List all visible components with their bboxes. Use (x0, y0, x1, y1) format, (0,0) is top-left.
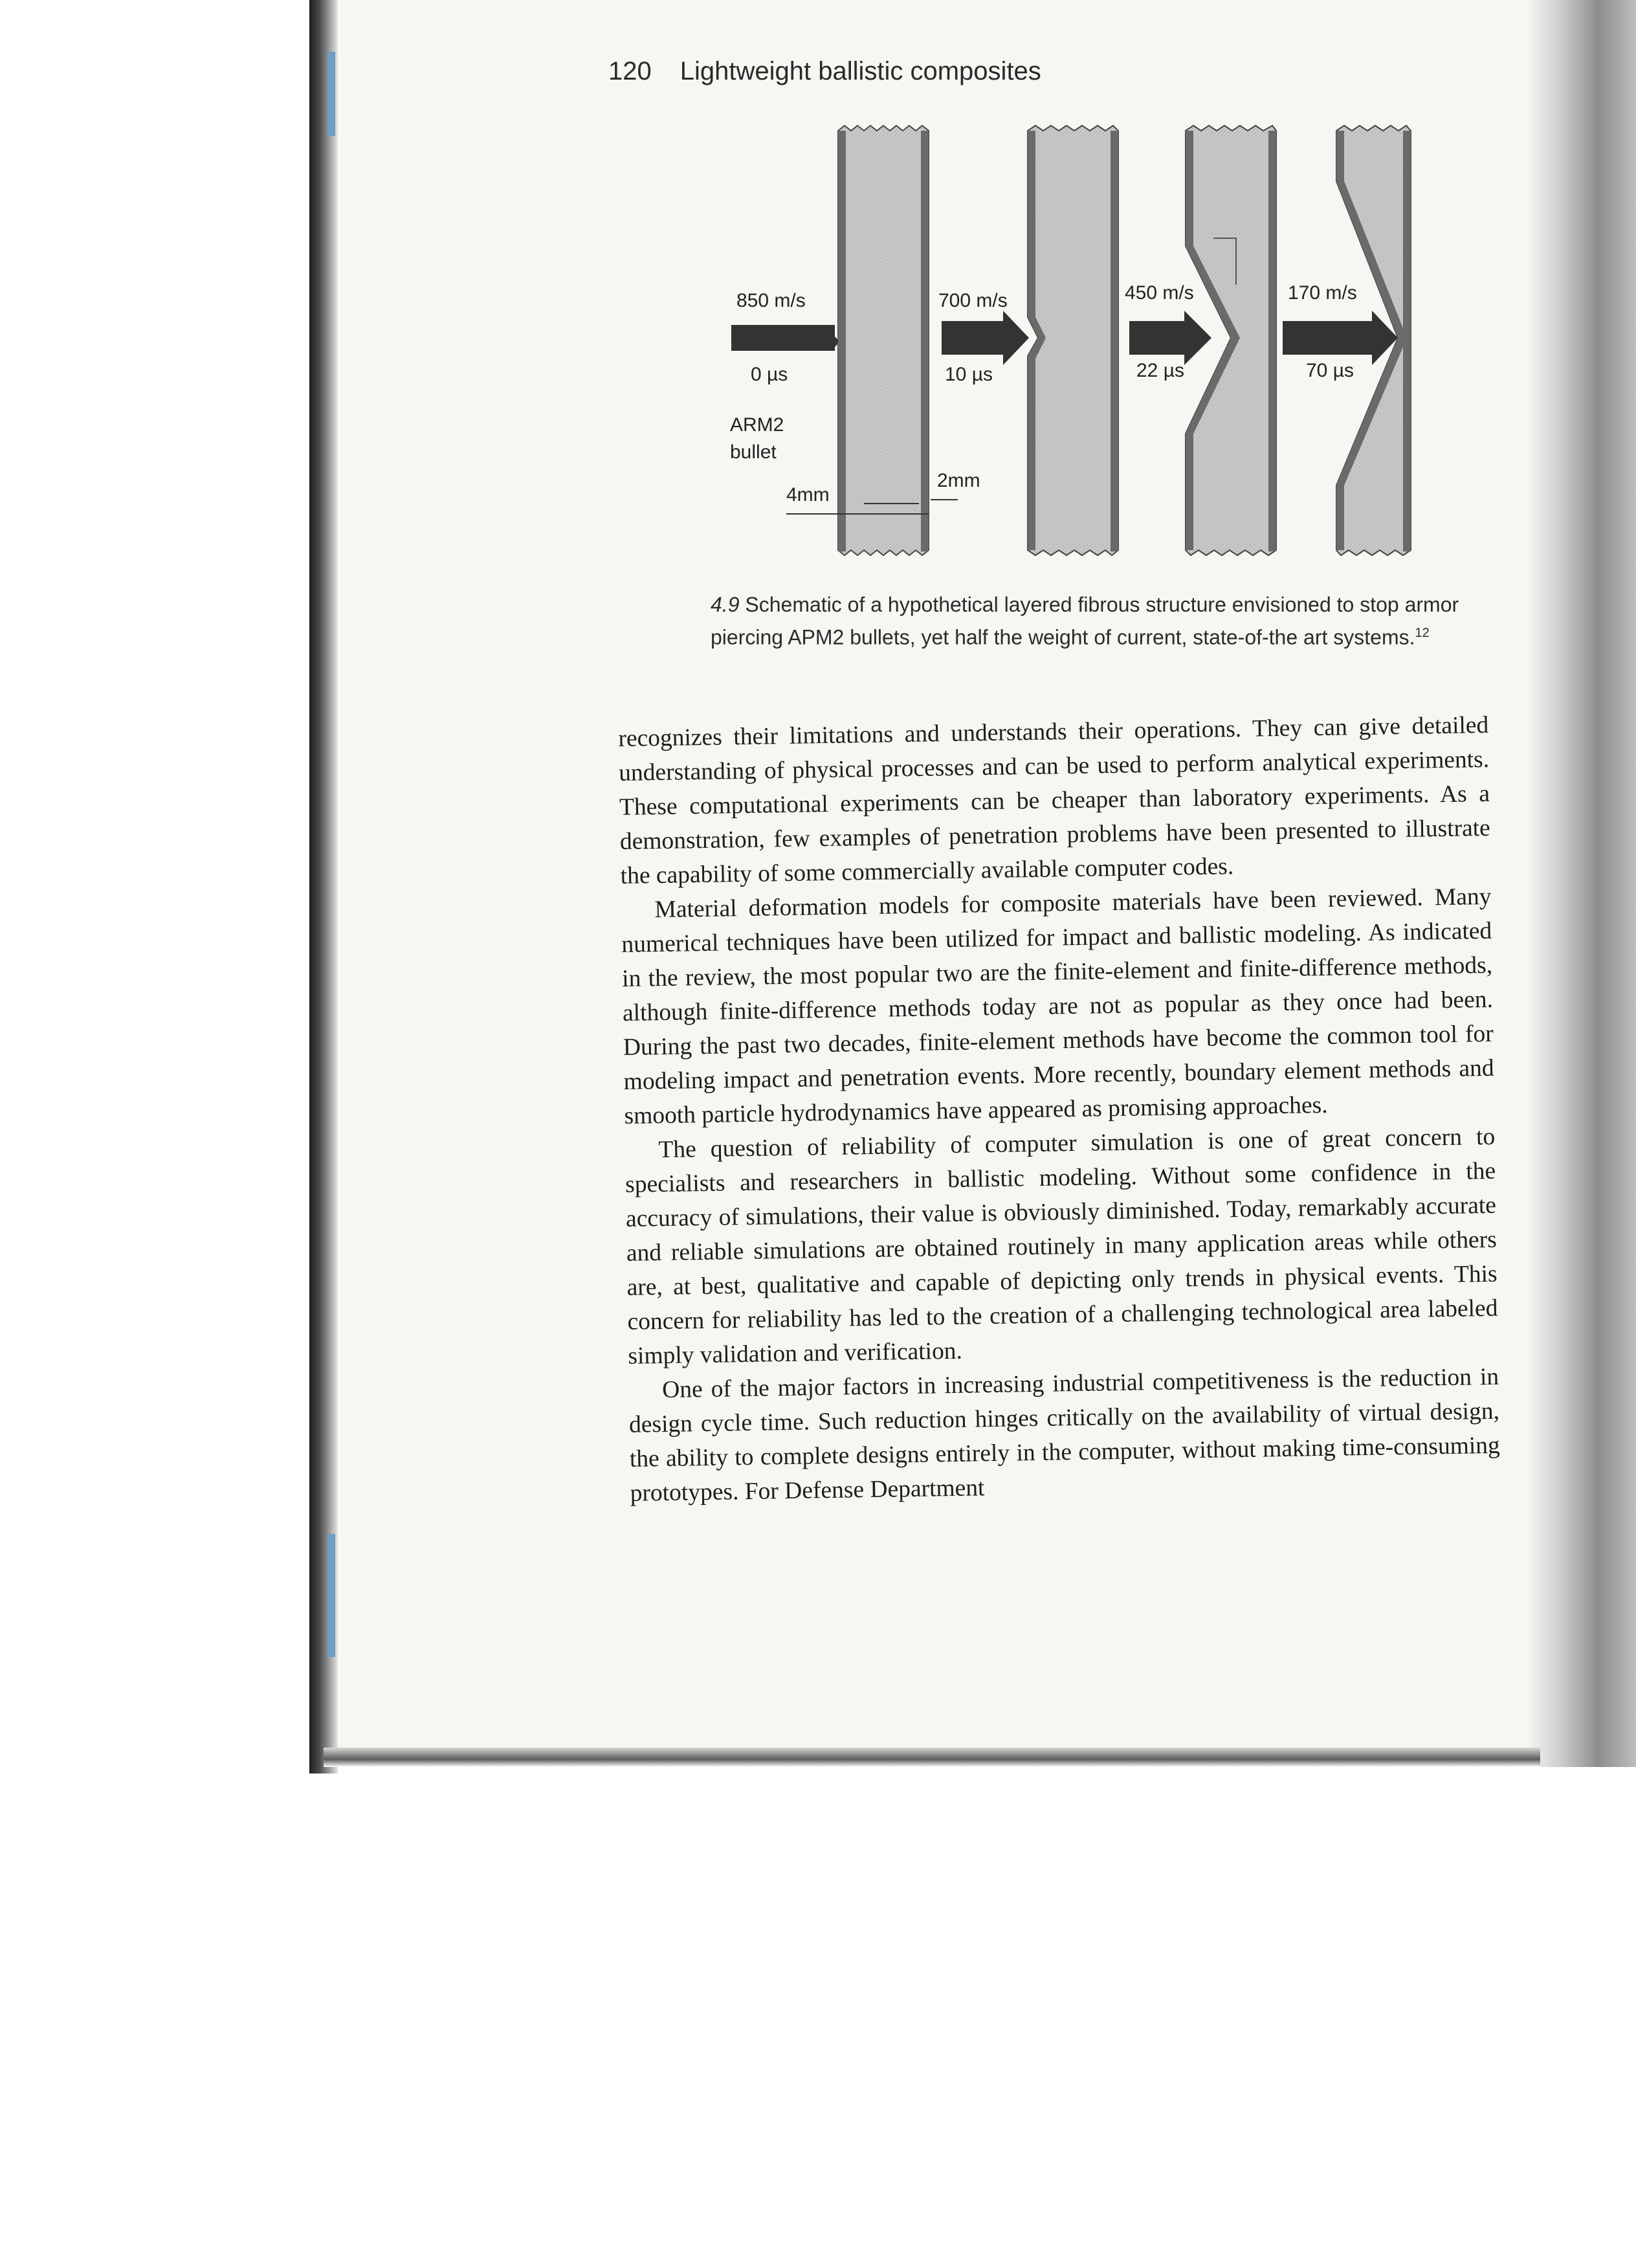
caption-text: Schematic of a hypothetical layered fibrous structure envisioned to stop armor piercing APM2 bullets, yet half the weight of current, state-of-the art systems. (711, 593, 1459, 649)
stage-2-time: 10 µs (945, 364, 993, 385)
paragraph-1: recognizes their limitations and understands their operations. They can give detailed understanding of physical processes and can be used to perform analytical experiments. These computational experiments can be cheaper than laboratory experiments. As a demonstration, few examples of penetration problems have been presented to illustrate the capability of some commercially available computer codes. (618, 711, 1491, 889)
paragraph-2: Material deformation models for composite materials have been reviewed. Many numerical techniques have been utilized for impact and ballistic modeling. As indicated in the review, the most popular two are the finite-element and finite-difference methods, although finite-difference methods today are not as popular as they once had been. During the past two decades, finite-element methods have become the common tool for modeling impact and penetration events. More recently, boundary element methods and smooth particle hydrodynamics have appeared as promising approaches. (621, 883, 1494, 1129)
bullet-label-line2: bullet (730, 441, 777, 463)
bullet-label-line1: ARM2 (730, 414, 784, 436)
facing-page-shadow (1527, 0, 1636, 1767)
panel-stage-4 (1283, 126, 1411, 555)
stage-3-time: 22 µs (1136, 360, 1184, 381)
panel-stage-1 (731, 126, 929, 555)
caption-reference: 12 (1415, 626, 1430, 640)
stage-1-velocity: 850 m/s (736, 290, 806, 311)
stage-2-velocity: 700 m/s (938, 290, 1008, 311)
paragraph-3: The question of reliability of computer simulation is one of great concern to specialists and researchers in ballistic modeling. Without some confidence in the accuracy of simulations, their value is obviously diminished. Today, remarkably accurate and reliable simulations are obtained routinely in many application areas while others are, at best, qualitative and capable of depicting only trends in physical events. This concern for reliability has led to the creation of a challenging technological area labeled simply validation and verification. (625, 1123, 1498, 1370)
figure-caption (711, 590, 1487, 652)
stage-1-time: 0 µs (751, 364, 788, 385)
stage-3-velocity: 450 m/s (1125, 282, 1194, 304)
page-bottom-edge (324, 1748, 1540, 1767)
stage-4-time: 70 µs (1306, 360, 1354, 381)
spine-edge-blue-top (327, 52, 335, 136)
panel-stage-3 (1129, 126, 1276, 555)
book-spine-shadow (309, 0, 338, 1773)
spine-edge-blue-bottom (327, 1534, 335, 1657)
running-title: Lightweight ballistic composites (680, 57, 1041, 85)
dim-inner-label: 2mm (937, 470, 980, 491)
figure-penetration-schematic (725, 123, 1424, 563)
figure-number: 4.9 (711, 593, 740, 616)
dim-outer-label: 4mm (786, 484, 830, 506)
body-text (618, 708, 1501, 1511)
stage-4-velocity: 170 m/s (1288, 282, 1357, 304)
figure-svg (725, 123, 1424, 563)
paragraph-4: One of the major factors in increasing industrial competitiveness is the reduction in design cycle time. Such reduction hinges critically on the availability of virtual design, the ability to complete designs entirely in the computer, without making time-consuming prototypes. For Defense Department (628, 1363, 1501, 1507)
page-number: 120 (608, 57, 652, 85)
running-header (608, 57, 1041, 86)
